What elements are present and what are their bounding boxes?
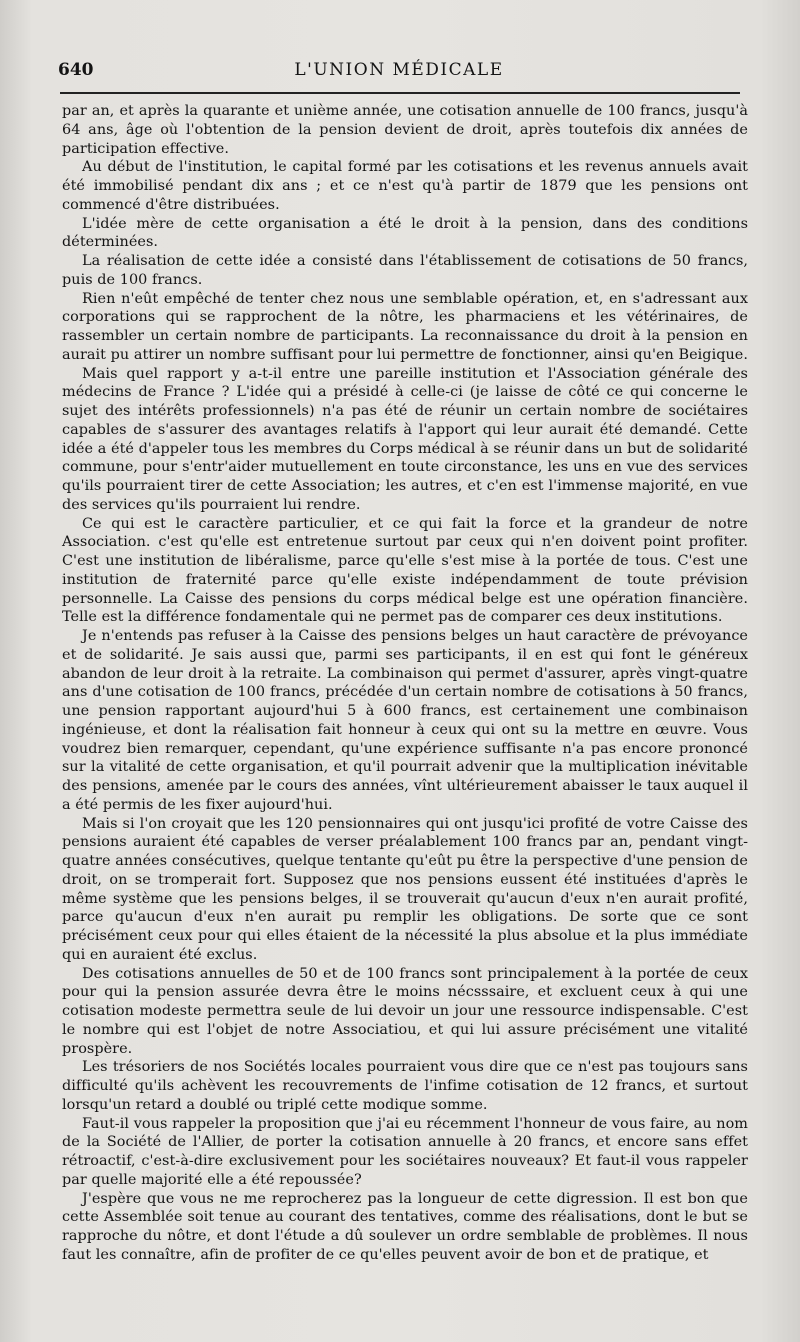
paragraph: L'idée mère de cette organisation a été le droit à la pension, dans des conditions déterminées. <box>62 215 748 251</box>
paragraph: Mais si l'on croyait que les 120 pensionnaires qui ont jusqu'ici profité de votre Caisse des pensions auraient été capables de verser préalablement 100 francs par an, pendant vingt-quatre années consécutives, quelque tentante qu'eût pu être la perspective d'une pension de droit, on se tromperait fort. Supposez que nos pensions eussent été instituées d'après le même système que les pensions belges, il se trouverait qu'aucun d'eux n'en aurait profité, parce qu'aucun d'eux n'en aurait pu remplir les obligations. De sorte que ce sont précisément ceux pour qui elles étaient de la nécessité la plus absolue et la plus immédiate qui en auraient été exclus. <box>62 815 748 963</box>
paragraph: Je n'entends pas refuser à la Caisse des pensions belges un haut caractère de prévoyance et de solidarité. Je sais aussi que, parmi ses participants, il en est qui font le généreux abandon de leur droit à la retraite. La combinaison qui permet d'assurer, après vingt-quatre ans d'une cotisation de 100 francs, précédée d'un certain nombre de cotisations à 50 francs, une pension rapportant aujourd'hui 5 à 600 francs, est certainement une combinaison ingénieuse, et dont la réalisation fait honneur à ceux qui ont su la mettre en œuvre. Vous voudrez bien remarquer, cependant, qu'une expérience suffisante n'a pas encore prononcé sur la vitalité de cette organisation, et qu'il pourrait advenir que la multiplication inévitable des pensions, amenée par le cours des années, vînt ultérieurement abaisser le taux auquel il a été permis de les fixer aujourd'hui. <box>62 628 748 813</box>
paragraph: Les trésoriers de nos Sociétés locales pourraient vous dire que ce n'est pas toujours sans difficulté qu'ils achèvent les recouvrements de l'infime cotisation de 12 francs, et surtout lorsqu'un retard a doublé ou triplé cette modique somme. <box>62 1059 748 1113</box>
paragraph: Des cotisations annuelles de 50 et de 100 francs sont principalement à la portée de ceux pour qui la pension assurée devra être le moins nécsssaire, et excluent ceux à qui une cotisation modeste permettra seule de lui devoir un jour une ressource indispensable. C'est le nombre qui est l'objet de notre Associatiou, et qui lui assure précisément une vitalité prospère. <box>62 965 748 1057</box>
paragraph: La réalisation de cette idée a consisté dans l'établissement de cotisations de 50 francs, puis de 100 francs. <box>62 253 748 288</box>
paragraph: Ce qui est le caractère particulier, et ce qui fait la force et la grandeur de notre Association. c'est qu'elle est entretenue surtout par ceux qui n'en doivent point profiter. C'est une institution de libéralisme, parce qu'elle s'est mise à la portée de tous. C'est une institution de fraternité parce qu'elle existe indépendamment de toute prévision personnelle. La Caisse des pensions du corps médical belge est une opération financière. Telle est la différence fondamentale qui ne permet pas de comparer ces deux institutions. <box>62 515 748 626</box>
paragraph: Mais quel rapport y a-t-il entre une pareille institution et l'Association générale des médecins de France ? L'idée qui a présidé à celle-ci (je laisse de côté ce qui concerne le sujet des intérêts professionnels) n'a pas été de réunir un certain nombre de sociétaires capables de s'assurer des avantages relatifs à l'apport qui leur aurait été demandé. Cette idée a été d'appeler tous les membres du Corps médical à se réunir dans un but de solidarité commune, pour s'entr'aider mutuellement en toute circonstance, les uns en vue des services qu'ils pourraient tirer de cette Association; les autres, et c'en est l'immense majorité, en vue des services qu'ils pourraient lui rendre. <box>62 365 748 513</box>
paragraph: Rien n'eût empêché de tenter chez nous une semblable opération, et, en s'adressant aux corporations qui se rapprochent de la nôtre, les pharmaciens et les vétérinaires, de rassembler un certain nombre de participants. La reconnaissance du droit à la pension en aurait pu attirer un nombre suffisant pour lui permettre de fonctionner, ainsi qu'en Beigique. <box>62 290 748 363</box>
paragraph: par an, et après la quarante et unième année, une cotisation annuelle de 100 francs, jusqu'à 64 ans, âge où l'obtention de la pension devient de droit, après toutefois dix années de participation effective. <box>62 103 748 157</box>
header-rule <box>60 92 740 94</box>
page-header <box>58 60 740 86</box>
paragraph: Faut-il vous rappeler la proposition que j'ai eu récemment l'honneur de vous faire, au nom de la Société de l'Allier, de porter la cotisation annuelle à 20 francs, et encore sans effet rétroactif, c'est-à-dire exclusivement pour les sociétaires nouveaux? Et faut-il vous rappeler par quelle majorité elle a été repoussée? <box>62 1115 748 1188</box>
body-text <box>62 102 748 1265</box>
page-number: 640 <box>58 60 94 80</box>
running-title: L'UNION MÉDICALE <box>294 60 504 80</box>
paragraph: J'espère que vous ne me reprocherez pas la longueur de cette digression. Il est bon que cette Assemblée soit tenue au courant des tentatives, comme des réalisations, dont le but se rapproche du nôtre, et dont l'étude a dû soulever un ordre semblable de problèmes. Il nous faut les connaître, afin de profiter de ce qu'elles peuvent avoir de bon et de pratique, et <box>62 1190 748 1263</box>
paragraph: Au début de l'institution, le capital formé par les cotisations et les revenus annuels avait été immobilisé pendant dix ans ; et ce n'est qu'à partir de 1879 que les pensions ont commencé d'être distribuées. <box>62 159 748 213</box>
